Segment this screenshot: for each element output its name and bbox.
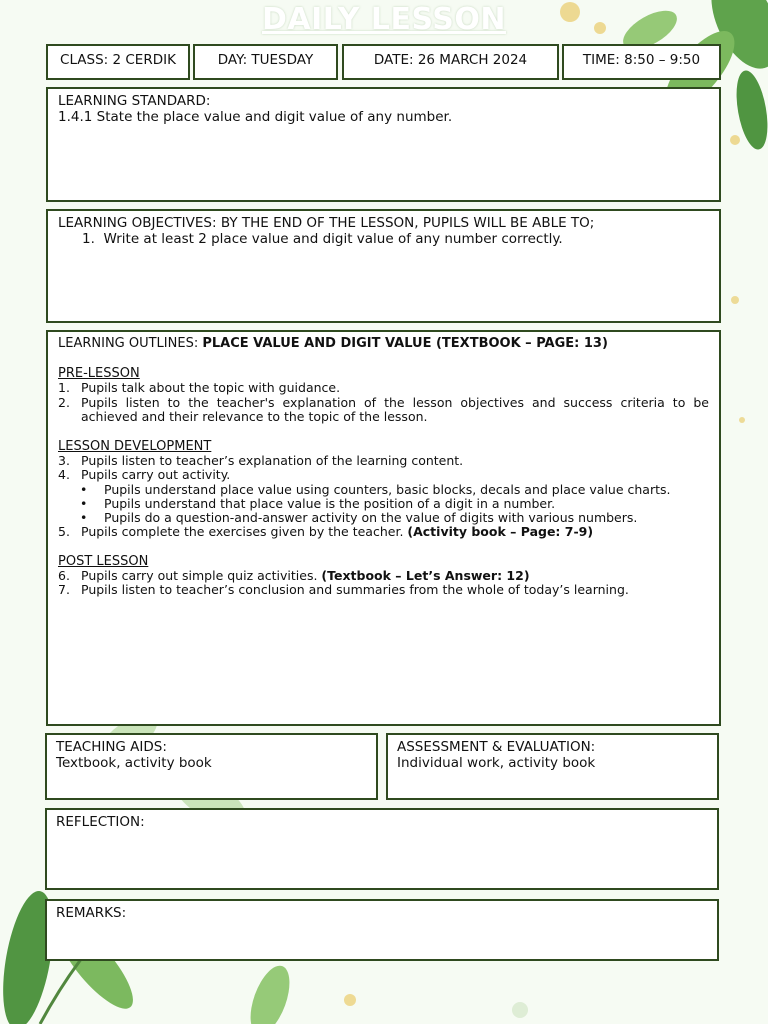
step-reference: (Activity book – Page: 7-9): [407, 524, 594, 540]
reflection-box: [45, 808, 719, 890]
step-plain-text: Pupils complete the exercises given by the teacher.: [81, 524, 408, 540]
assessment-box: [386, 733, 719, 800]
time-text: TIME: 8:50 – 9:50: [582, 52, 701, 68]
bullet-symbol: •: [80, 495, 88, 511]
step-number: 4.: [58, 467, 70, 482]
step-7: [58, 583, 709, 598]
bullet-text: Pupils understand place value using counters, basic blocks, decals and place value charts.: [104, 481, 671, 497]
learning-outlines-label: LEARNING OUTLINES:: [58, 336, 203, 351]
learning-standard-box: [46, 87, 721, 202]
objective-number: 1.: [82, 231, 95, 247]
step-text: Pupils listen to the teacher's explanation of the lesson objectives and success criteria to be achieved and their relevance to the topic of the lesson.: [81, 394, 709, 424]
step-text: [81, 525, 709, 540]
step-text: Pupils talk about the topic with guidance.: [81, 380, 341, 395]
date-box: [342, 44, 559, 80]
step-text: Pupils listen to teacher’s conclusion and summaries from the whole of today’s learning.: [81, 582, 629, 598]
learning-outlines-box: [46, 330, 721, 726]
teaching-aids-text: Textbook, activity book: [56, 755, 212, 771]
step-number: 7.: [58, 582, 70, 598]
class-text: CLASS: 2 CERDIK: [60, 52, 176, 68]
teaching-aids-label: TEACHING AIDS:: [56, 739, 167, 755]
assessment-label: ASSESSMENT & EVALUATION:: [397, 739, 596, 755]
objective-text: Write at least 2 place value and digit value of any number correctly.: [103, 231, 563, 247]
bullet-symbol: •: [80, 481, 88, 497]
post-lesson-heading: POST LESSON: [58, 553, 149, 569]
step-number: 2.: [58, 394, 70, 410]
remarks-box: [45, 899, 719, 961]
time-box: [562, 44, 721, 80]
learning-standard-label: LEARNING STANDARD:: [58, 93, 211, 109]
bullet-text: Pupils do a question-and-answer activity on the value of digits with various numbers.: [104, 509, 638, 525]
learning-objectives-box: [46, 209, 721, 323]
step-number: 5.: [58, 524, 70, 540]
step-plain-text: Pupils carry out simple quiz activities.: [81, 567, 322, 583]
class-box: [46, 44, 190, 80]
step-number: 3.: [58, 452, 70, 468]
step-number: 6.: [58, 567, 70, 583]
learning-outlines-topic: PLACE VALUE AND DIGIT VALUE (TEXTBOOK – PAGE: 13): [202, 336, 608, 351]
step-6: [58, 569, 709, 584]
assessment-text: Individual work, activity book: [397, 755, 596, 771]
bullet-text: Pupils understand that place value is the position of a digit in a number.: [104, 495, 556, 511]
teaching-aids-box: [45, 733, 378, 800]
step-2: [58, 396, 709, 425]
step-3: [58, 454, 709, 469]
date-text: DATE: 26 MARCH 2024: [373, 52, 528, 68]
remarks-label: REMARKS:: [56, 905, 127, 921]
day-box: [193, 44, 338, 80]
learning-outlines-header: [58, 336, 709, 352]
activity-bullet: [58, 497, 709, 511]
step-number: 1.: [58, 380, 70, 395]
step-1: [58, 381, 709, 396]
step-text: Pupils carry out activity.: [81, 467, 231, 482]
activity-bullet: [58, 483, 709, 497]
reflection-label: REFLECTION:: [56, 814, 145, 830]
step-reference: (Textbook – Let’s Answer: 12): [321, 567, 530, 583]
lesson-development-heading: LESSON DEVELOPMENT: [58, 438, 212, 454]
page-title: DAILY LESSON: [262, 2, 506, 37]
step-4: [58, 468, 709, 483]
bullet-symbol: •: [80, 509, 88, 525]
step-text: [81, 569, 709, 584]
learning-standard-text: 1.4.1 State the place value and digit value of any number.: [58, 109, 453, 125]
step-text: Pupils listen to teacher’s explanation of the learning content.: [81, 452, 464, 468]
day-text: DAY: TUESDAY: [217, 52, 314, 68]
learning-objectives-label: LEARNING OBJECTIVES: BY THE END OF THE LESSON, PUPILS WILL BE ABLE TO;: [58, 215, 595, 231]
step-5: [58, 525, 709, 540]
objective-item: [58, 231, 709, 247]
activity-bullet: [58, 511, 709, 525]
pre-lesson-heading: PRE-LESSON: [58, 366, 140, 381]
